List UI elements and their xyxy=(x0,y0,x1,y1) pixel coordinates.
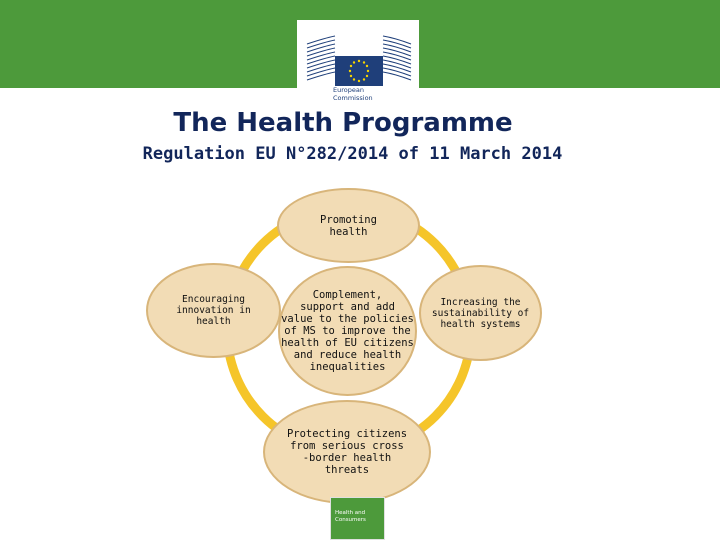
page-title: The Health Programme xyxy=(173,108,513,138)
objective-bottom xyxy=(263,400,431,504)
footer-logo-caption: Health and Consumers xyxy=(335,510,366,523)
objective-center xyxy=(278,266,417,396)
objective-left-label: Encouraging innovation in health xyxy=(176,294,251,327)
objective-right-label: Increasing the sustainability of health systems xyxy=(431,296,530,330)
objective-top xyxy=(277,188,420,263)
page-subtitle: Regulation EU N°282/2014 of 11 March 2014 xyxy=(142,144,563,164)
objective-center-label: Complement, support and add value to the policies of MS to improve the health of EU citizens and reduce health inequalities xyxy=(281,289,414,373)
objective-top-label: Promoting health xyxy=(320,213,377,238)
health-consumers-logo xyxy=(330,497,385,540)
objective-right xyxy=(419,265,542,361)
objective-left xyxy=(146,263,281,358)
logo-caption: European Commission xyxy=(333,86,373,102)
objective-bottom-label: Protecting citizens from serious cross -border health threats xyxy=(286,428,408,476)
